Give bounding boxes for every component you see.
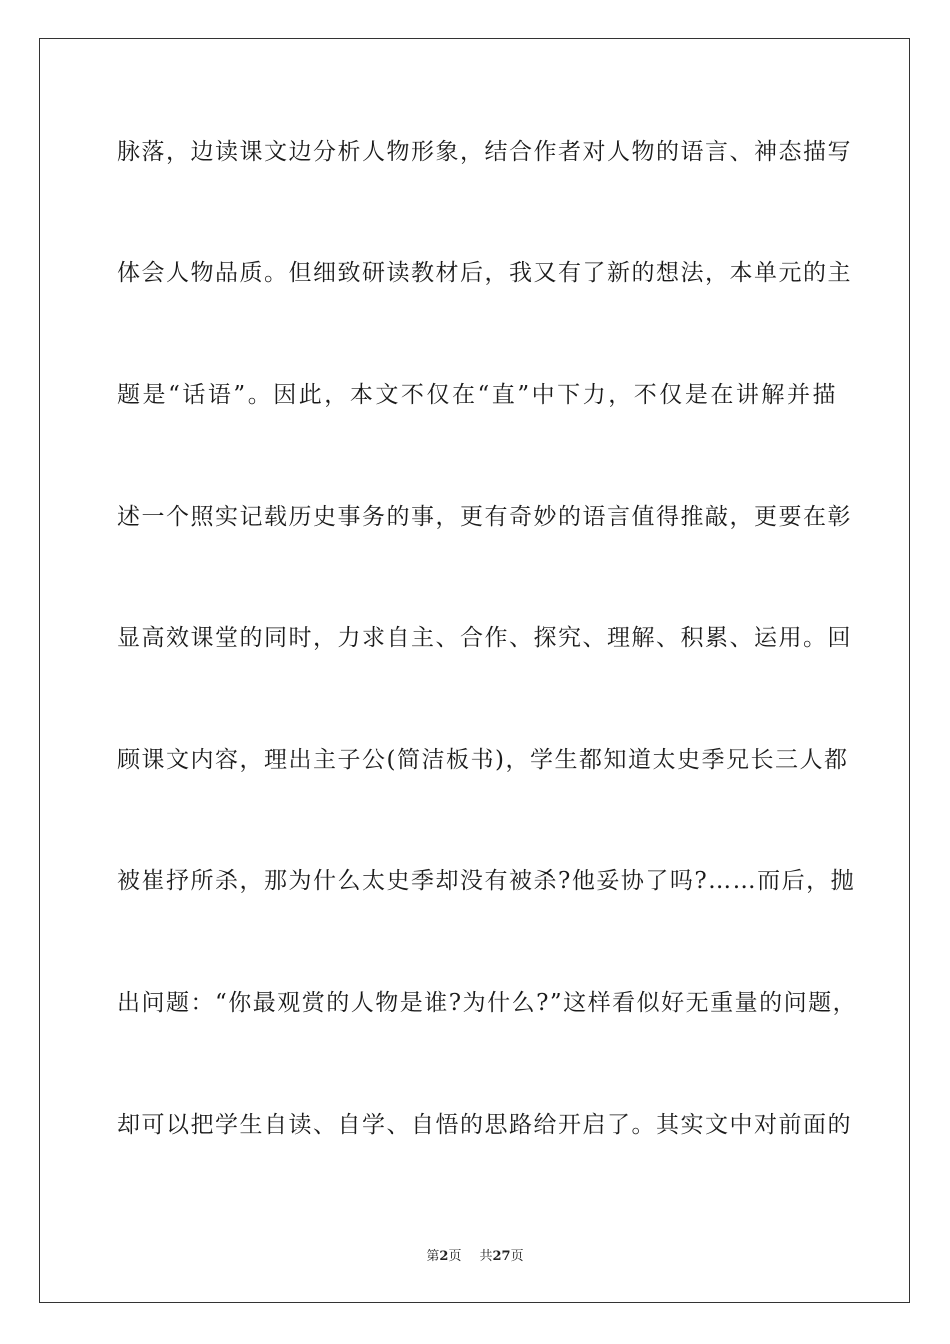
- text-line-6: 顾课文内容，理出主子公(简洁板书)，学生都知道太史季兄长三人都: [117, 747, 849, 773]
- text-line-2: 体会人物品质。但细致研读教材后，我又有了新的想法，本单元的主: [117, 260, 852, 286]
- text-line-3: 题是“话语”。因此，本文不仅在“直”中下力，不仅是在讲解并描: [117, 382, 837, 408]
- text-line-8: 出问题：“你最观赏的人物是谁?为什么?”这样看似好无重量的问题，: [117, 990, 858, 1016]
- page-indicator: 第2页: [426, 1249, 462, 1264]
- text-line-4: 述一个照实记载历史事务的事，更有奇妙的语言值得推敲，更要在彰: [117, 504, 852, 530]
- total-pages-indicator: 共27页: [479, 1249, 524, 1264]
- total-pages-number: 27: [492, 1249, 511, 1264]
- text-line-7: 被崔抒所杀，那为什么太史季却没有被杀?他妥协了吗?……而后，抛: [117, 868, 856, 894]
- current-page-number: 2: [439, 1249, 449, 1264]
- text-line-9: 却可以把学生自读、自学、自悟的思路给开启了。其实文中对前面的: [117, 1112, 852, 1138]
- text-line-5: 显高效课堂的同时，力求自主、合作、探究、理解、积累、运用。回: [117, 625, 852, 651]
- text-line-1: 脉落，边读课文边分析人物形象，结合作者对人物的语言、神态描写: [117, 139, 852, 165]
- page-footer: [0, 1248, 950, 1266]
